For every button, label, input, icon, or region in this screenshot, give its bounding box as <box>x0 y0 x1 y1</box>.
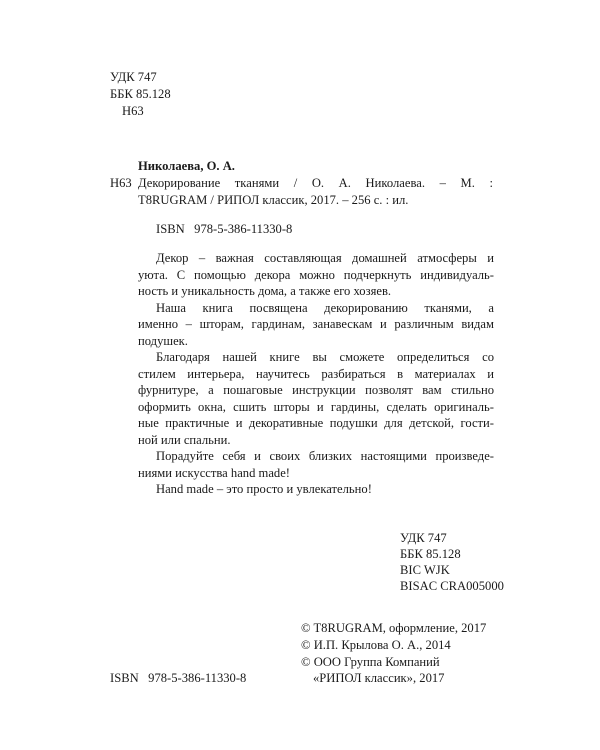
copyright-line: © И.П. Крылова О. А., 2014 <box>301 638 451 652</box>
bisac-code: BISAC CRA005000 <box>400 579 504 593</box>
isbn-label: ISBN <box>110 671 139 685</box>
bib-title-line: Декорирование тканями / О. А. Николаева. – М. : <box>138 176 493 190</box>
udk-header: УДК 747 <box>110 70 157 84</box>
annotation-line: ниями искусства hand made! <box>138 465 290 480</box>
bib-title-line: T8RUGRAM / РИПОЛ классик, 2017. – 256 с. : ил. <box>138 192 409 207</box>
annotation-line: Hand made – это просто и увлекательно! <box>156 482 372 496</box>
bib-isbn <box>156 221 292 238</box>
author-name: Николаева, О. А. <box>138 159 235 173</box>
annotation-line: ной или спальни. <box>138 432 231 447</box>
isbn-label: ISBN <box>156 222 185 236</box>
annotation-line: Благодаря нашей книге вы сможете определиться со <box>156 350 494 364</box>
author-mark: Н63 <box>110 176 132 190</box>
annotation-line: ные практичные и декоративные подушки для детской, гости- <box>138 416 494 430</box>
udk-code: УДК 747 <box>400 531 447 545</box>
annotation-line: Декор – важная составляющая домашней атмосферы и <box>156 251 494 265</box>
annotation-line: ность и уникальность дома, а также его хозяев. <box>138 284 392 298</box>
annotation-line: фурнитуре, а пошаговые инструкции позволят вам стильно <box>138 383 494 397</box>
annotation-line: Порадуйте себя и своих близких настоящими произведе- <box>156 449 494 463</box>
bbk-header: ББК 85.128 <box>110 87 171 101</box>
isbn-number: 978-5-386-11330-8 <box>194 222 293 236</box>
bib-title <box>138 175 493 208</box>
copyright-line: © ООО Группа Компаний <box>301 655 440 669</box>
author-mark-header: Н63 <box>122 104 144 118</box>
annotation <box>138 250 494 498</box>
annotation-line: именно – шторам, гардинам, занавескам и различным видам <box>138 317 494 331</box>
annotation-line: уюта. С помощью декора можно подчеркнуть индивидуаль- <box>138 267 494 282</box>
footer-isbn <box>110 670 246 687</box>
annotation-line: оформить окна, сшить шторы и гардины, сделать оригиналь- <box>138 399 494 414</box>
annotation-line: подушек. <box>138 333 188 348</box>
annotation-line: Наша книга посвящена декорированию тканями, а <box>156 300 494 315</box>
bic-code: BIC WJK <box>400 563 450 577</box>
bbk-code: ББК 85.128 <box>400 547 461 561</box>
copyright-line: «РИПОЛ классик», 2017 <box>313 671 445 685</box>
copyright-line: © T8RUGRAM, оформление, 2017 <box>301 621 487 635</box>
annotation-line: стилем интерьера, научитесь разбираться в материалах и <box>138 366 494 381</box>
isbn-number: 978-5-386-11330-8 <box>148 671 247 685</box>
